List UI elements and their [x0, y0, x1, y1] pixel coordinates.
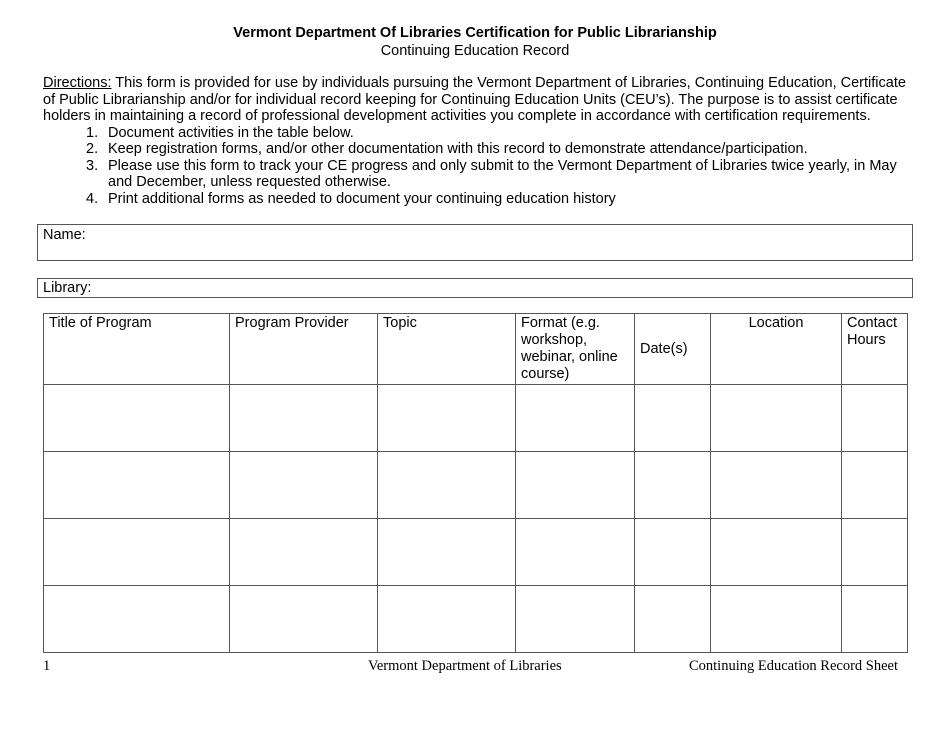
table-cell[interactable] — [516, 385, 635, 452]
column-header-topic: Topic — [378, 314, 516, 385]
step-text: Print additional forms as needed to document your continuing education history — [108, 190, 616, 207]
table-cell[interactable] — [44, 385, 230, 452]
column-header-provider: Program Provider — [230, 314, 378, 385]
table-cell[interactable] — [230, 519, 378, 586]
step-text: Keep registration forms, and/or other documentation with this record to demonstrate attendance/participation. — [108, 141, 808, 157]
table-cell[interactable] — [44, 452, 230, 519]
directions-paragraph — [43, 75, 913, 125]
step-item — [86, 157, 913, 191]
step-text: Please use this form to track your CE progress and only submit to the Vermont Department of Libraries twice yearly, in May and December, unless requested otherwise. — [108, 157, 897, 190]
table-header-row — [44, 314, 908, 385]
step-item — [86, 141, 913, 158]
step-number: 4. — [86, 190, 99, 207]
column-header-format: Format (e.g. workshop, webinar, online course) — [516, 314, 635, 385]
table-cell[interactable] — [230, 452, 378, 519]
footer-organization: Vermont Department of Libraries — [368, 658, 562, 674]
table-cell[interactable] — [842, 586, 908, 653]
name-field[interactable] — [37, 224, 913, 261]
table-cell[interactable] — [230, 385, 378, 452]
directions-text: This form is provided for use by individuals pursuing the Vermont Department of Libraries, Continuing Education, Certificate of Public Librarianship and/or for individual record keeping for Continuing Education Units (CEU’s). The purpose is to assist certificate holders in maintaining a record of professional development activities you complete in accordance with certification requirements. — [43, 75, 906, 124]
table-cell[interactable] — [711, 586, 842, 653]
form-subtitle: Continuing Education Record — [380, 43, 570, 59]
column-header-title: Title of Program — [44, 314, 230, 385]
step-text: Document activities in the table below. — [108, 124, 354, 141]
table-cell[interactable] — [378, 385, 516, 452]
table-cell[interactable] — [635, 452, 711, 519]
education-record-table — [43, 313, 908, 653]
footer-page-number: 1 — [43, 658, 51, 674]
directions-section — [43, 75, 913, 207]
step-item — [86, 190, 913, 208]
table-row — [44, 385, 908, 452]
table-cell[interactable] — [842, 385, 908, 452]
table-cell[interactable] — [44, 519, 230, 586]
library-label: Library: — [43, 280, 92, 296]
table-cell[interactable] — [635, 385, 711, 452]
table-cell[interactable] — [842, 452, 908, 519]
table-cell[interactable] — [378, 452, 516, 519]
table-cell[interactable] — [378, 586, 516, 653]
directions-steps — [43, 125, 913, 208]
table-row — [44, 519, 908, 586]
footer-document-name: Continuing Education Record Sheet — [688, 658, 898, 674]
table-cell[interactable] — [516, 452, 635, 519]
table-cell[interactable] — [711, 452, 842, 519]
table-cell[interactable] — [842, 519, 908, 586]
table-cell[interactable] — [516, 519, 635, 586]
column-header-location: Location — [711, 314, 842, 385]
library-field[interactable] — [37, 278, 913, 298]
table-cell[interactable] — [44, 586, 230, 653]
column-header-dates: Date(s) — [635, 314, 711, 385]
table-cell[interactable] — [635, 519, 711, 586]
table-cell[interactable] — [711, 385, 842, 452]
table-cell[interactable] — [635, 586, 711, 653]
step-item — [86, 124, 913, 142]
table-row — [44, 586, 908, 653]
directions-label: Directions: — [43, 75, 112, 91]
table-cell[interactable] — [230, 586, 378, 653]
step-number: 2. — [86, 141, 99, 157]
step-number: 1. — [86, 124, 99, 141]
name-label: Name: — [43, 227, 86, 243]
form-title: Vermont Department Of Libraries Certification for Public Librarianship — [233, 25, 717, 41]
table-cell[interactable] — [711, 519, 842, 586]
table-cell[interactable] — [516, 586, 635, 653]
column-header-contact-hours: Contact Hours — [842, 314, 908, 385]
step-number: 3. — [86, 157, 99, 174]
table-row — [44, 452, 908, 519]
table-cell[interactable] — [378, 519, 516, 586]
